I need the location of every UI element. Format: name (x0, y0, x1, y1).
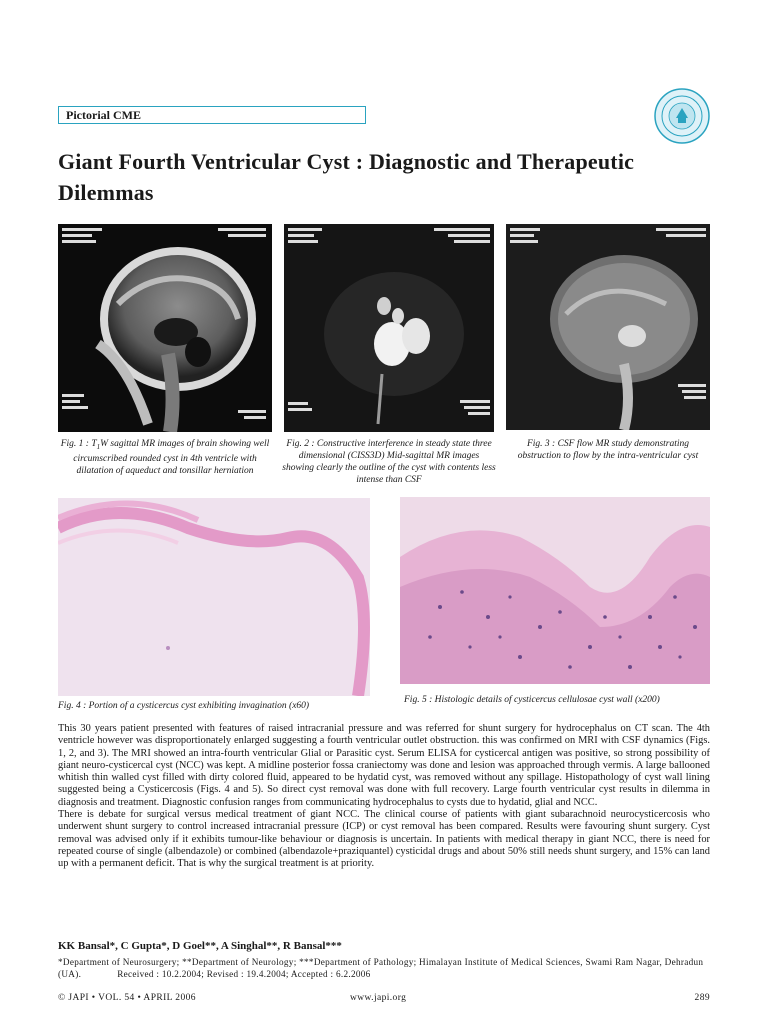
figure-2-caption: Fig. 2 : Constructive interference in steady state three dimensional (CISS3D) Mid-sagittal MR images showing clearly the outline of the cyst with contents less intense than CSF (282, 439, 496, 485)
figure-4-caption: Fig. 4 : Portion of a cysticercus cyst exhibiting invagination (x60) (58, 701, 310, 711)
article-title: Giant Fourth Ventricular Cyst : Diagnostic and Therapeutic Dilemmas (58, 149, 635, 205)
article-body (58, 723, 710, 871)
figure-5-caption: Fig. 5 : Histologic details of cysticercus cellulosae cyst wall (x200) (404, 695, 660, 705)
page-number: 289 (694, 993, 710, 1003)
author-list: KK Bansal*, C Gupta*, D Goel**, A Singhal**, R Bansal*** (58, 940, 342, 952)
page-footer (58, 993, 710, 1007)
journal-seal-icon (654, 88, 710, 144)
figure-1-mri-sagittal (58, 224, 272, 432)
body-paragraph: There is debate for surgical versus medical treatment of giant NCC. The clinical course of patients with giant subarachnoid neurocysticercosis who underwent shunt surgery to control increased intracranial pressure (ICP) or cyst removal has been compared. Results were favouring shunt surgery. Cyst removal was advised only if it exhibits tumour-like behaviour or diagnosis is uncertain. In patients with medical therapy in giant NCC, there is need for repeated course of single (albendazole) or combined (albendazole+praziquantel) cysticidal drugs and about 50% still needs shunt surgery, and 15% can land up with a permanent deficit. That is why the surgical treatment is at priority. (58, 809, 710, 870)
figure-2-mri-ciss3d (284, 224, 494, 432)
affiliation-text: *Department of Neurosurgery; **Department of Neurology; ***Department of Pathology; Himalayan Institute of Medical Sciences, Swami Ram Nagar, Dehradun (UA). (58, 957, 704, 979)
figure-3-caption: Fig. 3 : CSF flow MR study demonstrating obstruction to flow by the intra-ventricular cyst (517, 439, 699, 461)
body-paragraph: This 30 years patient presented with features of raised intracranial pressure and was referred for shunt surgery for hydrocephalus on CT scan. The 4th ventricle however was disproportionately enlarged suggesting a fourth ventricular outlet obstruction. this was confirmed on MRI with CSF dynamics (Figs. 1, 2, and 3). The MRI showed an intra-fourth ventricular Glial or Parasitic cyst. Serum ELISA for cysticercal antigen was positive, so strong possibility of giant neuro-cysticercal cyst (NCC) was kept. A midline posterior fossa craniectomy was done and lesion was approached through vermis. A large ballooned whitish thin walled cyst filled with dirty colored fluid, appeared to be hydatid cyst, was removed without any spillage. Histopathology of cyst wall lining suggested being a Cysticercosis (Figs. 4 and 5). So direct cyst removal was done with full recovery. Large fourth ventricular cyst results in dilemma in diagnosis and treatment. Diagnostic confusion ranges from communicating hydrocephalus to cysts due to hydatid, glial and NCC. (58, 723, 710, 808)
figure-3-csf-flow (506, 224, 710, 430)
footer-journal: © JAPI • VOL. 54 • APRIL 2006 (58, 993, 196, 1003)
footer-website: www.japi.org (350, 993, 407, 1003)
section-label: Pictorial CME (58, 106, 366, 124)
figure-1-caption: Fig. 1 : $T_1W$ sagittal MR images of brain showing well circumscribed rounded cyst in 4th ventricle with dilatation of aqueduct and tonsillar herniation (60, 439, 270, 476)
manuscript-dates: Received : 10.2.2004; Revised : 19.4.2004; Accepted : 6.2.2006 (117, 969, 371, 979)
affiliation (58, 956, 710, 980)
figure-5-histology (400, 497, 710, 684)
figure-4-histology (58, 498, 370, 696)
